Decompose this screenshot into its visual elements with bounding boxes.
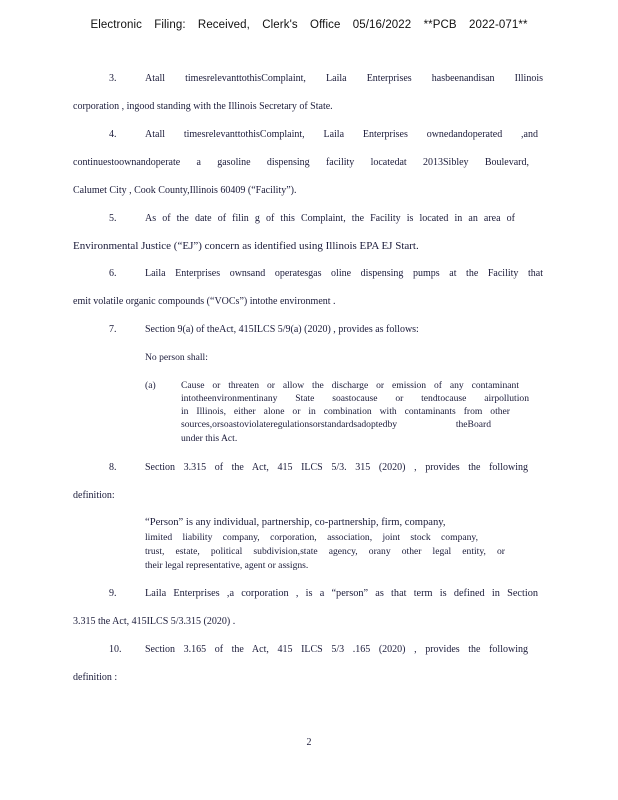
paragraph-text-line: Calumet City , Cook County,Illinois 60409 (“Facility”). <box>73 185 297 196</box>
paragraph-text-line: As of the date of filin g of this Complaint, the Facility is located in an area of <box>145 213 515 224</box>
paragraph-text-line: Atall timesrelevanttothisComplaint, Laila Enterprises ownedandoperated ,and <box>145 129 538 140</box>
statute-item-label: (a) <box>145 380 156 391</box>
statute-item-line: Cause or threaten or allow the discharge or emission of any contaminant <box>181 380 519 391</box>
paragraph-number: 3. <box>109 73 117 84</box>
paragraph-text-line: continuestoownandoperate a gasoline dispensing facility locatedat 2013Sibley Boulevard, <box>73 157 529 168</box>
paragraph-number: 9. <box>109 588 117 599</box>
paragraph-text-line: definition : <box>73 672 118 683</box>
filing-header: Electronic Filing: Received, Clerk's Office 05/16/2022 **PCB 2022-071** <box>90 19 528 31</box>
paragraph-text-line: definition: <box>73 490 115 501</box>
statute-item-line: intotheenvironmentinany State soastocause or tendtocause airpollution <box>181 393 529 404</box>
statute-item-line: in Illinois, either alone or in combination with contaminants from other <box>181 406 510 417</box>
quoted-definition-line: trust, estate, political subdivision,state agency, orany other legal entity, or <box>145 546 505 557</box>
paragraph-text-line: Atall timesrelevanttothisComplaint, Laila Enterprises hasbeenandisan Illinois <box>145 73 543 84</box>
quoted-definition-line: their legal representative, agent or assigns. <box>145 560 309 571</box>
paragraph-text-line: Laila Enterprises ,a corporation , is a “person” as that term is defined in Section <box>145 588 538 599</box>
paragraph-text-line: Section 3.315 of the Act, 415 ILCS 5/3. 315 (2020) , provides the following <box>145 462 528 473</box>
paragraph-number: 10. <box>109 644 122 655</box>
paragraph-number: 5. <box>109 213 117 224</box>
quoted-definition-line: limited liability company, corporation, association, joint stock company, <box>145 532 478 543</box>
paragraph-text-line: emit volatile organic compounds (“VOCs”) intothe environment . <box>73 296 336 307</box>
paragraph-number: 6. <box>109 268 117 279</box>
statute-item-line: under this Act. <box>181 433 238 444</box>
paragraph-number: 4. <box>109 129 117 140</box>
paragraph-text-line: corporation , ingood standing with the Illinois Secretary of State. <box>73 101 333 112</box>
paragraph-number: 7. <box>109 324 117 335</box>
paragraph-text-line: 3.315 the Act, 415ILCS 5/3.315 (2020) . <box>73 616 236 627</box>
paragraph-text-line: Section 3.165 of the Act, 415 ILCS 5/3 .165 (2020) , provides the following <box>145 644 528 655</box>
paragraph-number: 8. <box>109 462 117 473</box>
paragraph-text-line: Laila Enterprises ownsand operatesgas oline dispensing pumps at the Facility that <box>145 268 543 279</box>
quoted-definition-line: “Person” is any individual, partnership, co-partnership, firm, company, <box>145 517 446 528</box>
paragraph-text-line: Environmental Justice (“EJ”) concern as identified using Illinois EPA EJ Start. <box>73 240 419 252</box>
paragraph-text-line: Section 9(a) of theAct, 415ILCS 5/9(a) (2020) , provides as follows: <box>145 324 419 335</box>
statute-item-line: sources,orsoastoviolateregulationsorstandardsadoptedby theBoard <box>181 419 491 430</box>
quoted-statute-intro: No person shall: <box>145 352 208 363</box>
page-number: 2 <box>306 737 312 748</box>
